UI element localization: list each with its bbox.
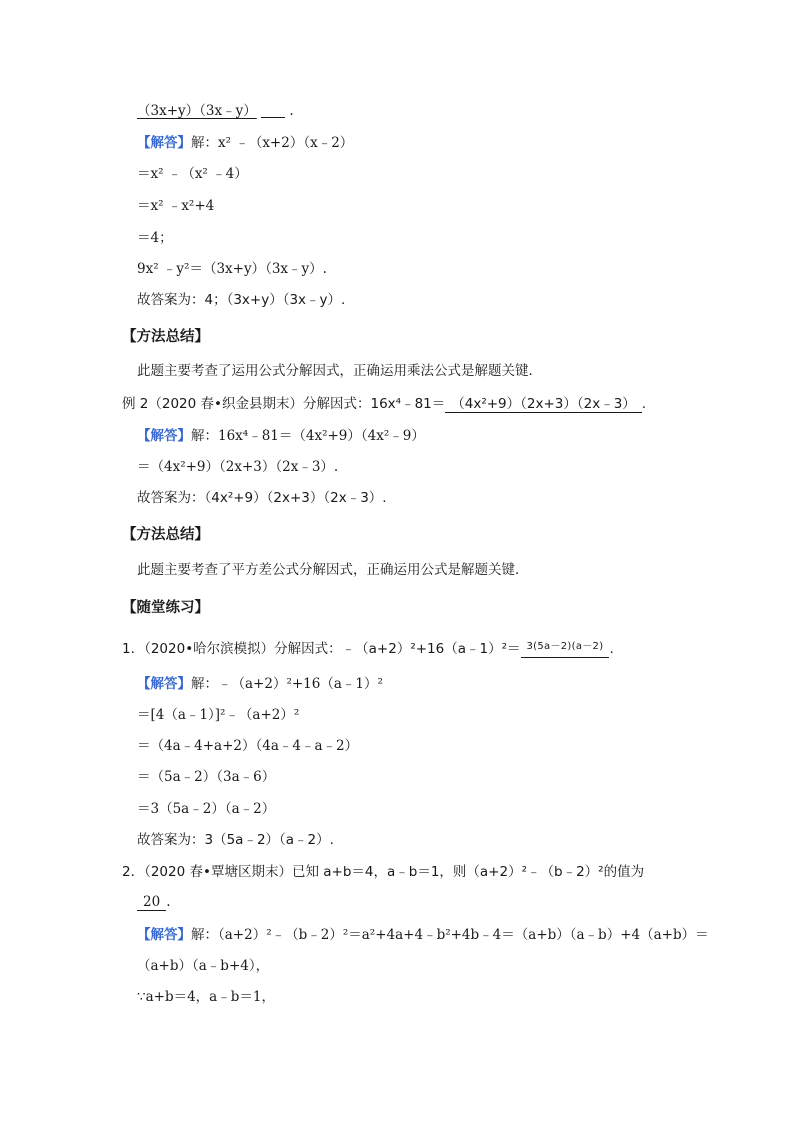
solution-expr: 16x⁴﹣81＝（4x²+9）（4x²﹣9） [218, 428, 425, 444]
solution-step: 9x² ﹣y²＝（3x+y）（3x﹣y）. [137, 261, 327, 277]
solution-line [137, 674, 383, 694]
solution-tag: 【解答】 [137, 428, 191, 444]
solution-jie: 解： [191, 676, 218, 692]
method-heading: 【方法总结】 [122, 527, 209, 543]
period: . [289, 103, 294, 119]
method-heading: 【方法总结】 [122, 329, 209, 345]
solution-jie: 解： [191, 135, 218, 151]
answer-blank: 20 [137, 894, 166, 911]
practice-question-1 [122, 639, 614, 659]
answer-blank: （4x²+9）（2x+3）（2x﹣3） [445, 396, 642, 413]
solution-jie: 解： [191, 428, 218, 444]
answer-summary: 故答案为：4；（3x+y）（3x﹣y）. [137, 292, 346, 308]
period: . [609, 641, 614, 657]
solution-step: ＝3（5a﹣2）（a﹣2） [137, 801, 276, 817]
solution-line [137, 133, 353, 153]
answer-text: 3(5a－2)(a－2) [526, 641, 604, 652]
solution-tag: 【解答】 [137, 135, 191, 151]
solution-step: ＝（5a﹣2）（3a﹣6） [137, 769, 276, 785]
practice-question-2: 2．（2020 春•覃塘区期末）已知 a+b＝4，a﹣b＝1，则（a+2）²﹣（b﹣2）²的值为 [122, 864, 645, 880]
blank-underline [261, 103, 285, 118]
solution-tag: 【解答】 [137, 676, 191, 692]
solution-expr: ﹣（a+2）²+16（a﹣1）² [218, 676, 383, 692]
solution-line [137, 925, 709, 945]
solution-step: ＝（4x²+9）（2x+3）（2x﹣3）. [137, 459, 339, 475]
solution-step: ＝（4a﹣4+a+2）（4a﹣4﹣a﹣2） [137, 738, 359, 754]
answer-blank: （3x+y）（3x﹣y） [137, 103, 257, 119]
answer-summary: 故答案为：3（5a﹣2）（a﹣2）. [137, 832, 334, 848]
solution-expr: （a+2）²﹣（b﹣2）²＝a²+4a+4﹣b²+4b﹣4＝（a+b）（a﹣b）+4（a+b）＝ [218, 927, 709, 943]
solution-step: ＝x² ﹣（x² ﹣4） [137, 166, 248, 182]
answer-line-1 [137, 101, 294, 121]
period: . [166, 894, 171, 910]
method-summary-text: 此题主要考查了平方差公式分解因式，正确运用公式是解题关键． [137, 562, 529, 578]
solution-step: ＝x² ﹣x²+4 [137, 198, 215, 214]
solution-step: （a+b）（a﹣b+4）， [137, 958, 270, 974]
answer-summary: 故答案为：（4x²+9）（2x+3）（2x﹣3）. [137, 490, 387, 506]
solution-line [137, 426, 425, 446]
solution-step: ＝[4（a﹣1）]²﹣（a+2）² [137, 707, 300, 723]
solution-expr: x² ﹣（x+2）（x﹣2） [218, 135, 354, 151]
practice-heading: 【随堂练习】 [122, 600, 209, 616]
solution-tag: 【解答】 [137, 927, 191, 943]
answer-blank [521, 639, 610, 658]
solution-step: ＝4； [137, 230, 173, 246]
example-2-question [122, 394, 646, 414]
question-prefix: 例 2（2020 春•织金县期末）分解因式：16x⁴﹣81＝ [122, 396, 446, 412]
solution-step: ∵a+b＝4，a﹣b＝1， [137, 989, 275, 1005]
period: . [641, 396, 647, 412]
solution-jie: 解： [191, 927, 218, 943]
method-summary-text: 此题主要考查了运用公式分解因式，正确运用乘法公式是解题关键． [137, 363, 542, 379]
question-prefix: 1．（2020•哈尔滨模拟）分解因式：﹣（a+2）²+16（a﹣1）²＝ [122, 641, 521, 657]
answer-line [137, 892, 170, 912]
